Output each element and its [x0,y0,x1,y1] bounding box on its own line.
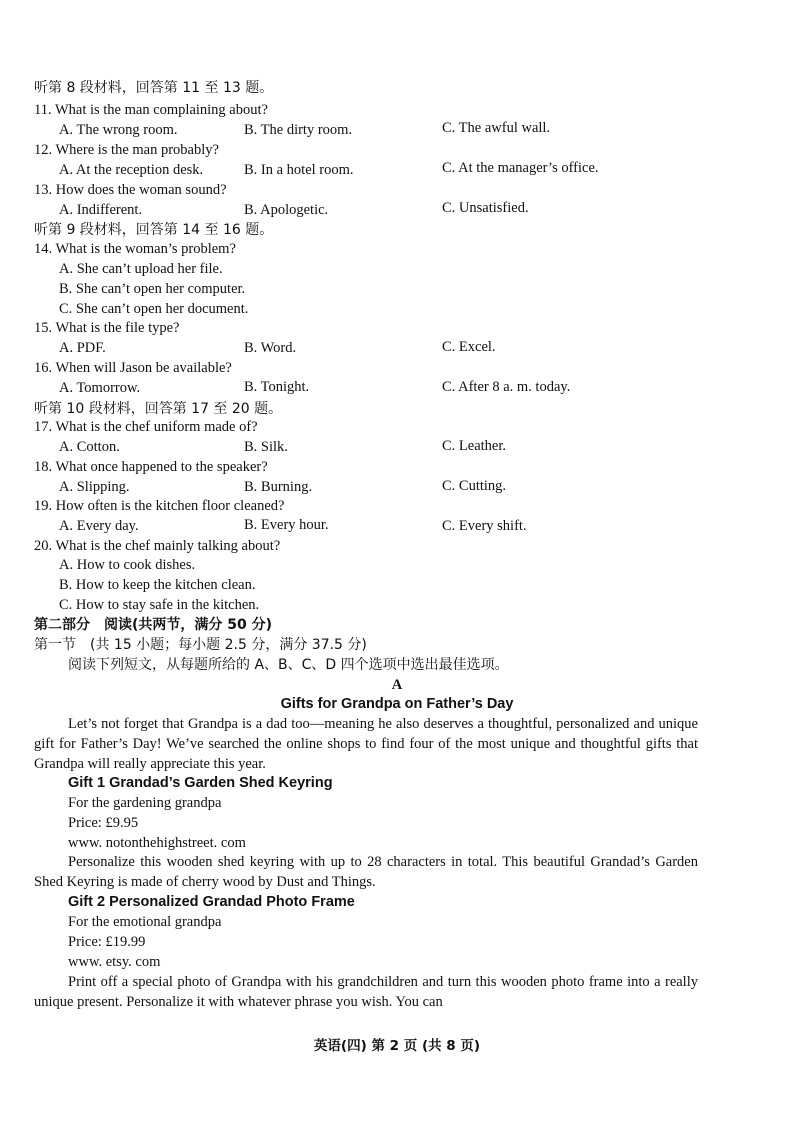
question-13-stem: 13. How does the woman sound? [34,182,227,198]
question-12-option-c: C. At the manager’s office. [442,160,599,176]
question-11-stem: 11. What is the man complaining about? [34,102,268,118]
question-15-option-c: C. Excel. [442,339,496,355]
question-14-option-a: A. She can’t upload her file. [59,261,223,277]
passage-intro [34,715,698,774]
question-16-option-a: A. Tomorrow. [59,380,141,396]
question-20-option-c: C. How to stay safe in the kitchen. [59,597,260,613]
question-19-option-a: A. Every day. [59,518,139,534]
gift-2-website: www. etsy. com [68,954,161,970]
gift-1-heading: Gift 1 Grandad’s Garden Shed Keyring [68,775,333,791]
gift-2-audience: For the emotional grandpa [68,914,222,930]
reading-instructions: 阅读下列短文，从每题所给的 A、B、C、D 四个选项中选出最佳选项。 [68,657,509,673]
passage-title: Gifts for Grandpa on Father’s Day [280,696,514,712]
question-17-option-c: C. Leather. [442,438,507,454]
question-18-option-b: B. Burning. [244,479,313,495]
question-16-option-b: B. Tonight. [244,379,310,395]
question-15-option-b: B. Word. [244,340,297,356]
gift-2-description: Print off a special photo of Grandpa with his grandchildren and turn this wooden photo frame into a really unique present. Personalize it with whatever phrase you wish. You can [34,974,698,1010]
question-18-option-a: A. Slipping. [59,479,130,495]
gift-1-website: www. notonthehighstreet. com [68,835,246,851]
question-19-stem: 19. How often is the kitchen floor cleaned? [34,498,285,514]
section-header-9: 听第 9 段材料，回答第 14 至 16 题。 [34,222,274,238]
gift-1-description: Personalize this wooden shed keyring with up to 28 characters in total. This beautiful Grandad’s Garden Shed Keyring is made of cherry wood by Dust and Things. [34,854,698,890]
question-12-stem: 12. Where is the man probably? [34,142,219,158]
section-header-8: 听第 8 段材料，回答第 11 至 13 题。 [34,80,274,96]
question-13-option-a: A. Indifferent. [59,202,143,218]
section-1-title: 第一节 (共 15 小题；每小题 2.5 分，满分 37.5 分) [34,637,367,653]
question-18-option-c: C. Cutting. [442,478,507,494]
question-14-option-b: B. She can’t open her computer. [59,281,246,297]
question-17-option-a: A. Cotton. [59,439,120,455]
question-12-option-a: A. At the reception desk. [59,162,204,178]
question-11-option-b: B. The dirty room. [244,122,353,138]
gift-1-audience: For the gardening grandpa [68,795,222,811]
passage-letter: A [391,677,403,693]
question-13-option-c: C. Unsatisfied. [442,200,529,216]
question-15-stem: 15. What is the file type? [34,320,180,336]
question-20-option-a: A. How to cook dishes. [59,557,196,573]
question-13-option-b: B. Apologetic. [244,202,329,218]
question-20-stem: 20. What is the chef mainly talking about? [34,538,281,554]
question-17-stem: 17. What is the chef uniform made of? [34,419,258,435]
question-19-option-b: B. Every hour. [244,517,329,533]
question-14-option-c: C. She can’t open her document. [59,301,249,317]
question-16-option-c: C. After 8 a. m. today. [442,379,571,395]
question-14-stem: 14. What is the woman’s problem? [34,241,236,257]
section-header-10: 听第 10 段材料，回答第 17 至 20 题。 [34,401,283,417]
gift-2-price: Price: £19.99 [68,934,146,950]
question-12-option-b: B. In a hotel room. [244,162,354,178]
intro-paragraph: Let’s not forget that Grandpa is a dad too—meaning he also deserves a thoughtful, personalized and unique gift for Father’s Day! We’ve searched the online shops to find four of the most unique and thoughtful gifts that Grandpa will really appreciate this year. [34,716,698,772]
question-11-option-c: C. The awful wall. [442,120,551,136]
question-16-stem: 16. When will Jason be available? [34,360,232,376]
page-footer: 英语(四) 第 2 页 (共 8 页) [313,1038,481,1054]
gift-1-price: Price: £9.95 [68,815,139,831]
question-15-option-a: A. PDF. [59,340,106,356]
question-11-option-a: A. The wrong room. [59,122,178,138]
part-2-title: 第二部分 阅读(共两节，满分 50 分) [34,617,273,633]
question-17-option-b: B. Silk. [244,439,288,455]
question-18-stem: 18. What once happened to the speaker? [34,459,268,475]
gift-2-description-block [34,973,698,1013]
gift-2-heading: Gift 2 Personalized Grandad Photo Frame [68,894,355,910]
question-20-option-b: B. How to keep the kitchen clean. [59,577,256,593]
gift-1-description-block [34,853,698,893]
question-19-option-c: C. Every shift. [442,518,527,534]
